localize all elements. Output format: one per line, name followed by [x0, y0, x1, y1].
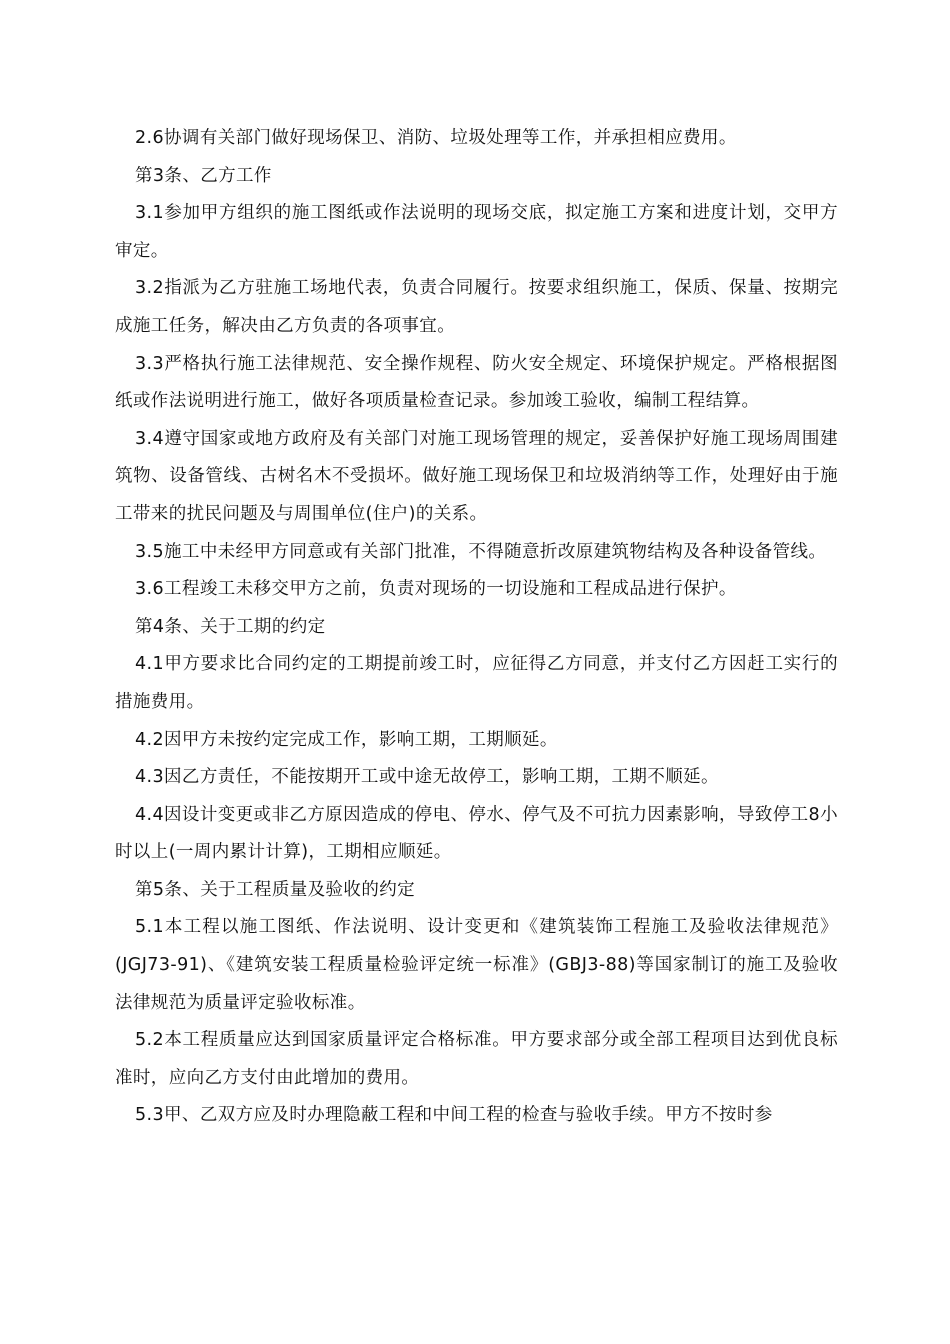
paragraph-2-6: 2.6协调有关部门做好现场保卫、消防、垃圾处理等工作，并承担相应费用。	[135, 128, 737, 148]
paragraph-3-2: 3.2指派为乙方驻施工场地代表，负责合同履行。按要求组织施工，保质、保量、按期完成施工任务，解决由乙方负责的各项事宜。	[115, 278, 838, 336]
paragraph-4-4: 4.4因设计变更或非乙方原因造成的停电、停水、停气及不可抗力因素影响，导致停工8小时以上(一周内累计计算)，工期相应顺延。	[115, 804, 838, 863]
paragraph-3-1: 3.1参加甲方组织的施工图纸或作法说明的现场交底，拟定施工方案和进度计划，交甲方审定。	[115, 203, 838, 261]
paragraph-5-1: 5.1本工程以施工图纸、作法说明、设计变更和《建筑装饰工程施工及验收法律规范》(JGJ73-91)、《建筑安装工程质量检验评定统一标准》(GBJ3-88)等国家制订的施工及验收法律规范为质量评定验收标准。	[115, 917, 838, 1013]
heading-article-5: 第5条、关于工程质量及验收的约定	[135, 879, 416, 900]
paragraph-5-2: 5.2本工程质量应达到国家质量评定合格标准。甲方要求部分或全部工程项目达到优良标准时，应向乙方支付由此增加的费用。	[115, 1030, 838, 1088]
paragraph-5-3: 5.3甲、乙双方应及时办理隐蔽工程和中间工程的检查与验收手续。甲方不按时参	[135, 1105, 773, 1126]
heading-article-3: 第3条、乙方工作	[135, 165, 272, 186]
heading-article-4: 第4条、关于工期的约定	[135, 616, 326, 637]
paragraph-4-3: 4.3因乙方责任，不能按期开工或中途无故停工，影响工期，工期不顺延。	[135, 767, 719, 788]
paragraph-3-5: 3.5施工中未经甲方同意或有关部门批准，不得随意折改原建筑物结构及各种设备管线。	[135, 541, 827, 562]
paragraph-4-2: 4.2因甲方未按约定完成工作，影响工期，工期顺延。	[135, 729, 558, 750]
paragraph-4-1: 4.1甲方要求比合同约定的工期提前竣工时，应征得乙方同意，并支付乙方因赶工实行的措施费用。	[115, 654, 838, 712]
document-body	[115, 120, 838, 1135]
paragraph-3-6: 3.6工程竣工未移交甲方之前，负责对现场的一切设施和工程成品进行保护。	[135, 579, 737, 600]
paragraph-3-4: 3.4遵守国家或地方政府及有关部门对施工现场管理的规定，妥善保护好施工现场周围建筑物、设备管线、古树名木不受损坏。做好施工现场保卫和垃圾消纳等工作，处理好由于施工带来的扰民问题及与周围单位(住户)的关系。	[115, 428, 838, 524]
paragraph-3-3: 3.3严格执行施工法律规范、安全操作规程、防火安全规定、环境保护规定。严格根据图纸或作法说明进行施工，做好各项质量检查记录。参加竣工验收，编制工程结算。	[115, 353, 838, 412]
